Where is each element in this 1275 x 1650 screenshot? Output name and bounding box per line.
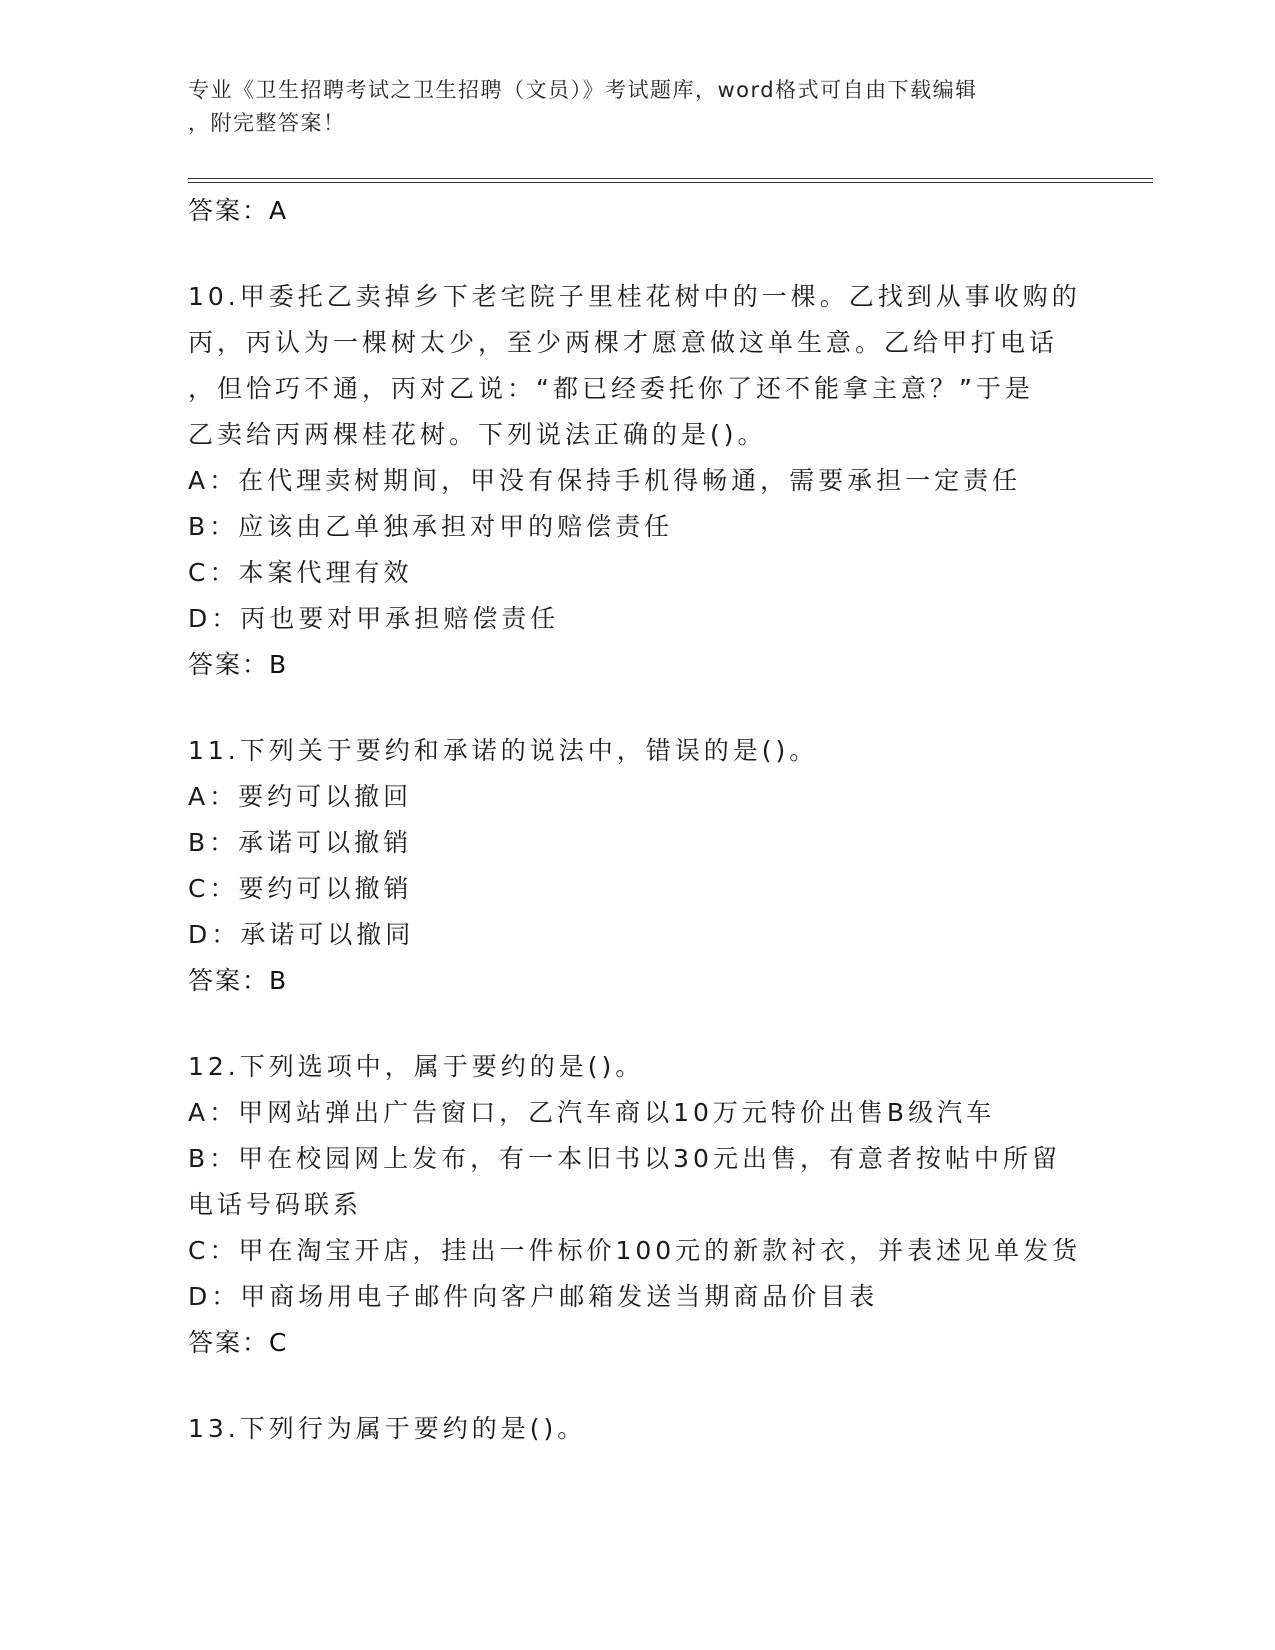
question-stem-line: 丙，丙认为一棵树太少，至少两棵才愿意做这单生意。乙给甲打电话: [188, 328, 1059, 357]
option-b: B：应该由乙单独承担对甲的赔偿责任: [188, 512, 674, 541]
answer-label: 答案：B: [188, 966, 289, 995]
option-a: A：甲网站弹出广告窗口，乙汽车商以10万元特价出售B级汽车: [188, 1098, 996, 1127]
spacer: [188, 1004, 1088, 1044]
option-c: C：要约可以撤销: [188, 874, 413, 903]
header-divider-top: [188, 178, 1153, 179]
spacer: [188, 688, 1088, 728]
option-d: D：承诺可以撤同: [188, 920, 415, 949]
question-stem-line: 11.下列关于要约和承诺的说法中，错误的是()。: [188, 736, 819, 765]
question-stem-line: 10.甲委托乙卖掉乡下老宅院子里桂花树中的一棵。乙找到从事收购的: [188, 282, 1081, 311]
spacer: [188, 234, 1088, 274]
answer-label: 答案：A: [188, 196, 289, 225]
question-stem-line: 13.下列行为属于要约的是()。: [188, 1414, 587, 1443]
answer-label: 答案：C: [188, 1328, 289, 1357]
question-block: [188, 274, 1088, 688]
option-d: D：丙也要对甲承担赔偿责任: [188, 604, 560, 633]
option-c: C：本案代理有效: [188, 558, 413, 587]
answer-label: 答案：B: [188, 650, 289, 679]
option-a: A：在代理卖树期间，甲没有保持手机得畅通，需要承担一定责任: [188, 466, 1022, 495]
option-c: C：甲在淘宝开店，挂出一件标价100元的新款衬衣，并表述见单发货: [188, 1236, 1082, 1265]
header-line-2: ，附完整答案！: [188, 111, 346, 135]
document-header: [188, 74, 1088, 140]
option-a: A：要约可以撤回: [188, 782, 413, 811]
header-line-1: 专业《卫生招聘考试之卫生招聘（文员）》考试题库，word格式可自由下载编辑: [188, 78, 978, 102]
option-b: B：甲在校园网上发布，有一本旧书以30元出售，有意者按帖中所留: [188, 1144, 1061, 1173]
question-stem-line: 12.下列选项中，属于要约的是()。: [188, 1052, 645, 1081]
question-list: [188, 188, 1088, 1452]
option-b-continued: 电话号码联系: [188, 1190, 363, 1219]
question-block: [188, 1044, 1088, 1366]
option-b: B：承诺可以撤销: [188, 828, 413, 857]
question-stem-line: 乙卖给丙两棵桂花树。下列说法正确的是()。: [188, 420, 767, 449]
question-block: [188, 728, 1088, 1004]
header-divider-bottom: [188, 182, 1153, 183]
option-d: D：甲商场用电子邮件向客户邮箱发送当期商品价目表: [188, 1282, 879, 1311]
question-block: [188, 1406, 1088, 1452]
spacer: [188, 1366, 1088, 1406]
question-stem-line: ，但恰巧不通，丙对乙说：“都已经委托你了还不能拿主意？”于是: [188, 374, 1034, 403]
